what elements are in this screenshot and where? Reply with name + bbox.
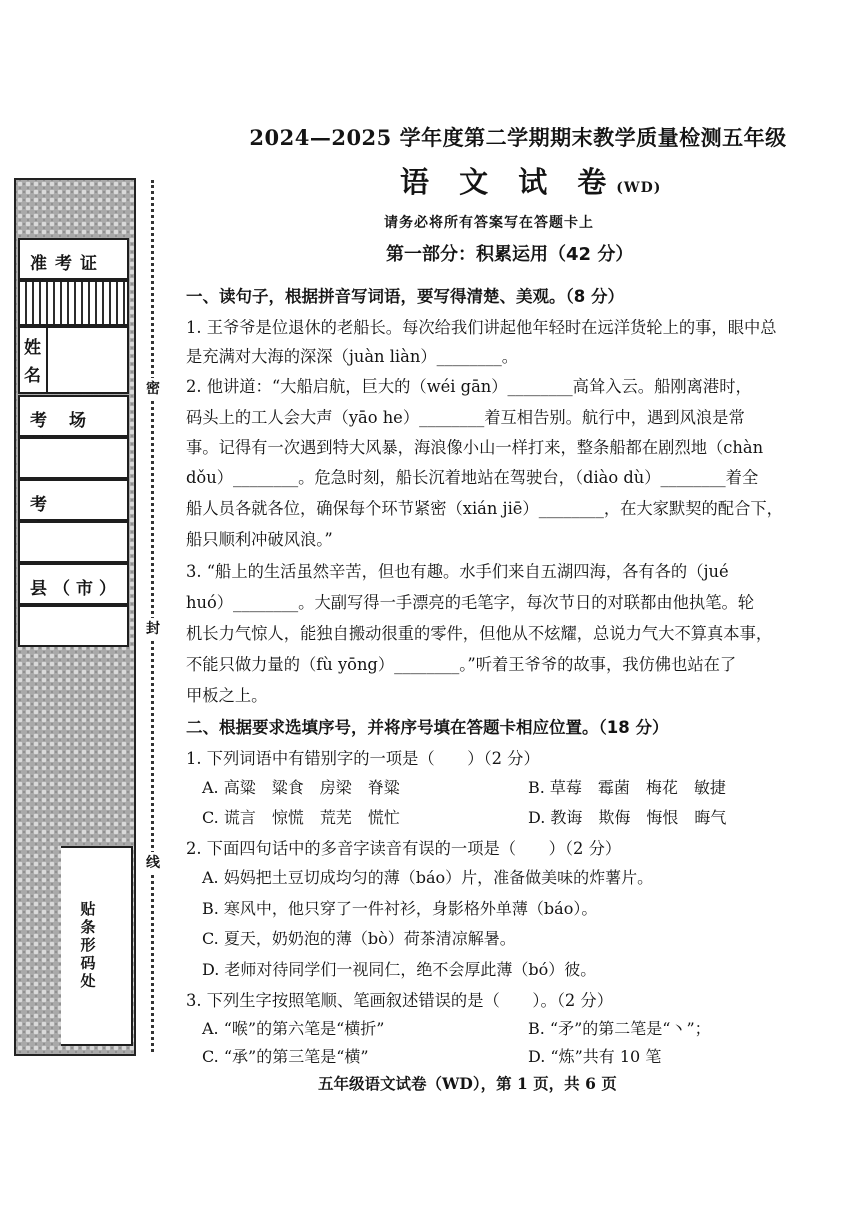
question-3-line-2: huó）________。大副写得一手漂亮的毛笔字，每次节日的对联都由他执笔。轮 <box>186 593 755 612</box>
exam-room-field[interactable] <box>18 437 129 479</box>
question-3-line-1: 3. “船上的生活虽然辛苦，但也有趣。水手们来自五湖四海，各有各的（jué <box>186 562 729 581</box>
seal-line <box>151 180 154 1052</box>
county-box <box>18 563 129 605</box>
s2-q3-option-d: D. “炼”共有 10 笔 <box>528 1047 662 1066</box>
seal-word-xian: 线 <box>144 852 162 872</box>
s2-q1-option-b: B. 草莓 霉菌 梅花 敏捷 <box>528 778 726 797</box>
s2-q2-option-b: B. 寒风中，他只穿了一件衬衫，身影格外单薄（báo）。 <box>202 899 598 918</box>
exam-site-box <box>18 479 129 521</box>
name-label: 姓名 <box>24 338 41 386</box>
answer-notice: 请务必将所有答案写在答题卡上 <box>384 215 594 231</box>
question-1-line-1: 1. 王爷爷是位退休的老船长。每次给我们讲起他年轻时在远洋货轮上的事，眼中总 <box>186 318 777 337</box>
ticket-number-grid[interactable] <box>18 280 129 326</box>
question-2-line-1: 2. 他讲道：“大船启航，巨大的（wéi gān）________高耸入云。船刚离港时， <box>186 377 752 396</box>
s2-q2-option-d: D. 老师对待同学们一视同仁，绝不会厚此薄（bó）彼。 <box>202 960 597 979</box>
s2-q1-option-d: D. 教诲 欺侮 悔恨 晦气 <box>528 808 727 827</box>
s2-q3-option-b: B. “矛”的第二笔是“丶”； <box>528 1019 711 1038</box>
paper-title <box>400 160 661 201</box>
ticket-number-box <box>18 238 129 280</box>
question-2-line-6: 船只顺利冲破风浪。” <box>186 530 333 549</box>
county-label: 县（市） <box>30 579 122 599</box>
section-one-title: 一、读句子，根据拼音写词语，要写得清楚、美观。（8 分） <box>186 287 624 306</box>
s2-q3-option-c: C. “承”的第三笔是“横” <box>202 1047 369 1066</box>
exam-title: 2024—2025 学年度第二学期期末教学质量检测五年级 <box>249 125 787 150</box>
ticket-number-label: 准考证 <box>30 254 105 274</box>
question-2-line-4: dǒu）________。危急时刻，船长沉着地站在驾驶台，（diào dù）________着全 <box>186 468 759 487</box>
s2-q2-option-a: A. 妈妈把土豆切成均匀的薄（báo）片，准备做美味的炸薯片。 <box>202 868 654 887</box>
exam-room-label: 考场 <box>30 411 108 431</box>
question-3-line-4: 不能只做力量的（fù yōng）________。”听着王爷爷的故事，我仿佛也站在了 <box>186 655 737 674</box>
question-1-line-2: 是充满对大海的深深（juàn liàn）________。 <box>186 347 519 366</box>
question-3-line-5: 甲板之上。 <box>186 686 268 705</box>
question-2-line-5: 船人员各就各位，确保每个环节紧密（xián jiē）________，在大家默契的配合下， <box>186 499 783 518</box>
question-3-line-3: 机长力气惊人，能独自搬动很重的零件，但他从不炫耀，总说力气大不算真本事， <box>186 624 773 643</box>
s2-question-3-stem: 3. 下列生字按照笔顺、笔画叙述错误的是（ ）。（2 分） <box>186 991 613 1010</box>
s2-q2-option-c: C. 夏天，奶奶泡的薄（bò）荷茶清凉解暑。 <box>202 929 516 948</box>
exam-site-label: 考 <box>30 495 99 515</box>
s2-q1-option-c: C. 谎言 惊慌 荒芜 慌忙 <box>202 808 400 827</box>
exam-site-field[interactable] <box>18 521 129 563</box>
part-one-title: 第一部分：积累运用（42 分） <box>386 244 634 265</box>
section-two-title: 二、根据要求选填序号，并将序号填在答题卡相应位置。（18 分） <box>186 718 669 737</box>
question-2-line-3: 事。记得有一次遇到特大风暴，海浪像小山一样打来，整条船都在剧烈地（chàn <box>186 438 764 457</box>
s2-q1-option-a: A. 高粱 粱食 房梁 脊粱 <box>202 778 400 797</box>
county-field[interactable] <box>18 605 129 647</box>
page-footer: 五年级语文试卷（WD），第 1 页，共 6 页 <box>318 1074 617 1093</box>
exam-room-box <box>18 395 129 437</box>
paper-name: 语 文 试 卷 <box>400 165 617 199</box>
paper-code: (WD) <box>616 180 662 196</box>
s2-question-1-stem: 1. 下列词语中有错别字的一项是（ ）（2 分） <box>186 749 540 768</box>
seal-word-mi: 密 <box>144 378 162 398</box>
seal-word-feng: 封 <box>144 618 162 638</box>
question-2-line-2: 码头上的工人会大声（yāo he）________着互相告别。航行中，遇到风浪是常 <box>186 408 745 427</box>
barcode-label: 贴条形码处 <box>80 900 96 990</box>
s2-q3-option-a: A. “喉”的第六笔是“横折” <box>202 1019 385 1038</box>
name-field[interactable] <box>46 330 126 390</box>
s2-question-2-stem: 2. 下面四句话中的多音字读音有误的一项是（ ）（2 分） <box>186 839 622 858</box>
